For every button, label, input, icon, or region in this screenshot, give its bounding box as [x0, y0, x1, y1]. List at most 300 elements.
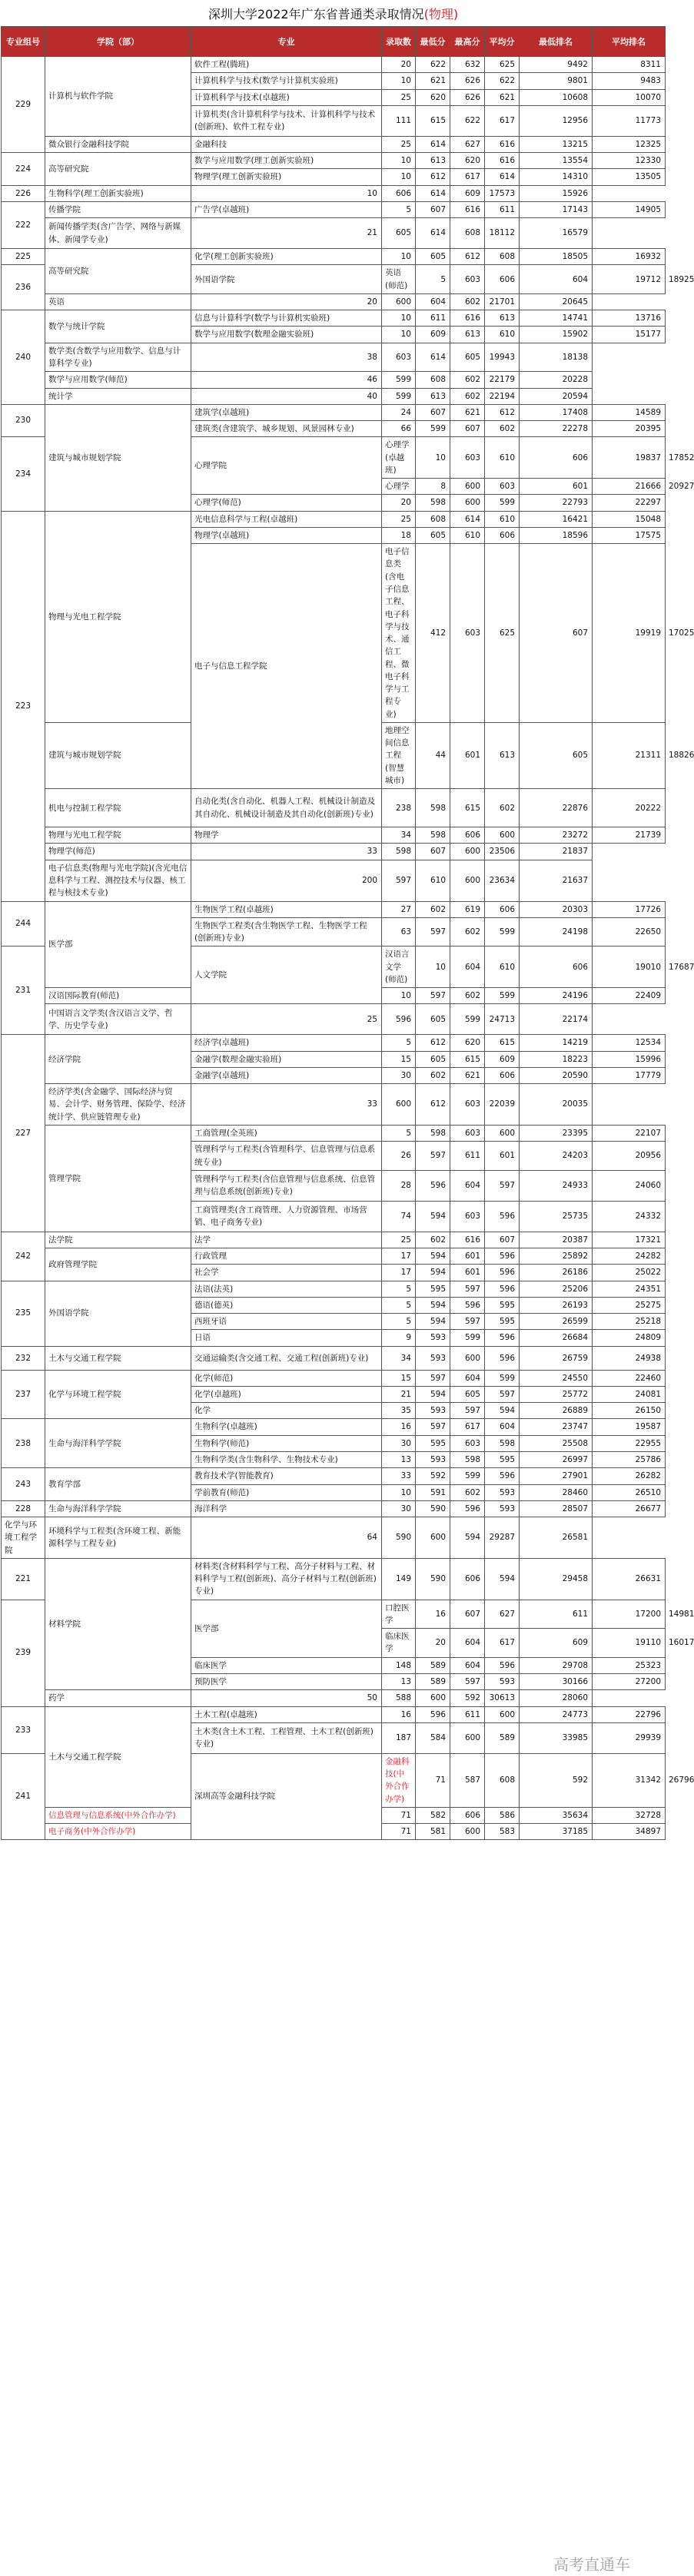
avg-rank-cell: 24081	[593, 1386, 666, 1402]
min-rank-cell: 28460	[520, 1484, 593, 1500]
avg-rank-cell: 21739	[593, 827, 666, 844]
college-cell: 高等研究院	[45, 153, 191, 186]
table-row	[2, 1500, 666, 1517]
major-cell: 地理空间信息工程(智慧城市)	[382, 722, 416, 788]
title-main: 深圳大学2022年广东省普通类录取情况	[208, 6, 424, 22]
admitted-cell: 17	[382, 1265, 416, 1281]
avg-rank-cell: 14589	[593, 404, 666, 420]
avg-score-cell: 610	[485, 511, 520, 527]
min-rank-cell: 24198	[520, 917, 593, 947]
major-cell: 化学(卓越班)	[191, 1386, 382, 1402]
admitted-cell: 20	[191, 293, 382, 310]
max-score-cell: 603	[450, 1201, 485, 1232]
min-rank-cell: 19010	[593, 947, 666, 988]
major-cell: 金融科技(中外合作办学)	[382, 1753, 416, 1807]
major-cell: 新闻传播学类(含广告学、网络与新媒体、新闻学专业)	[45, 218, 191, 249]
header-max-score: 最高分	[450, 27, 485, 57]
major-cell: 计算机科学与技术(卓越班)	[191, 89, 382, 105]
admitted-cell: 33	[191, 844, 382, 860]
table-row	[2, 1248, 666, 1265]
avg-score-cell: 622	[485, 73, 520, 89]
max-score-cell: 614	[416, 218, 450, 249]
admitted-cell: 148	[382, 1657, 416, 1673]
avg-rank-cell: 15048	[593, 511, 666, 527]
min-rank-cell: 14741	[520, 310, 593, 327]
avg-score-cell: 586	[485, 1807, 520, 1823]
min-rank-cell: 23506	[485, 844, 520, 860]
min-score-cell: 594	[416, 1314, 450, 1330]
major-cell: 生物科学(师范)	[191, 1435, 382, 1451]
major-cell: 金融学(卓越班)	[191, 1067, 382, 1083]
avg-rank-cell: 16579	[520, 218, 593, 249]
avg-score-cell: 597	[485, 1170, 520, 1201]
admitted-cell: 17	[382, 1248, 416, 1265]
avg-score-cell: 593	[485, 1673, 520, 1689]
table-row: 电子与信息工程学院 电子信息类(含电子信息工程、电子科学与技术、通信工程、微电子科学与工程专业) 412 603 625 607 19919 17025	[2, 544, 666, 723]
group-number-cell: 231	[2, 947, 45, 1035]
table-row	[2, 1346, 666, 1370]
avg-score-cell: 595	[485, 1451, 520, 1467]
max-score-cell: 606	[485, 265, 520, 294]
avg-score-cell: 604	[520, 265, 593, 294]
avg-rank-cell: 20956	[593, 1142, 666, 1171]
avg-score-cell: 607	[520, 544, 593, 723]
min-score-cell: 596	[416, 1706, 450, 1722]
major-cell: 法学	[191, 1232, 382, 1248]
major-cell: 自动化类(含自动化、机器人工程、机械设计制造及其自动化、机械设计制造及其自动化(创新班)专业)	[191, 789, 382, 827]
avg-rank-cell: 21637	[520, 860, 593, 901]
avg-rank-cell: 22107	[593, 1126, 666, 1142]
min-score-cell: 599	[382, 388, 416, 404]
min-score-cell: 622	[416, 57, 450, 73]
watermark: 高考直通车	[553, 2555, 630, 2574]
min-rank-cell: 24713	[485, 1004, 520, 1035]
min-score-cell: 609	[416, 327, 450, 343]
avg-score-cell: 602	[450, 293, 485, 310]
table-row	[2, 218, 666, 249]
max-score-cell: 605	[450, 1386, 485, 1402]
admitted-cell: 30	[382, 1500, 416, 1517]
avg-rank-cell: 24809	[593, 1330, 666, 1346]
avg-score-cell: 616	[485, 153, 520, 169]
min-rank-cell: 19837	[593, 437, 666, 479]
max-score-cell: 632	[450, 57, 485, 73]
major-cell: 心理学(师范)	[191, 495, 382, 511]
min-rank-cell: 23634	[485, 860, 520, 901]
min-score-cell: 597	[416, 1419, 450, 1435]
min-score-cell: 591	[416, 1484, 450, 1500]
college-cell: 外国语学院	[45, 1281, 191, 1346]
max-score-cell: 602	[450, 1484, 485, 1500]
avg-rank-cell: 22460	[593, 1370, 666, 1386]
admitted-cell: 21	[191, 218, 382, 249]
admitted-cell: 111	[382, 105, 416, 136]
avg-score-cell: 601	[520, 479, 593, 495]
avg-score-cell: 610	[485, 327, 520, 343]
avg-rank-cell: 22409	[593, 988, 666, 1004]
admitted-cell: 10	[382, 1484, 416, 1500]
major-cell: 信息管理与信息系统(中外合作办学)	[45, 1807, 191, 1823]
max-score-cell: 610	[450, 527, 485, 543]
min-rank-cell: 23272	[520, 827, 593, 844]
college-cell: 管理学院	[45, 1126, 191, 1232]
max-score-cell: 611	[450, 1706, 485, 1722]
avg-score-cell: 583	[485, 1824, 520, 1840]
min-rank-cell: 24773	[520, 1706, 593, 1722]
min-score-cell: 593	[416, 1403, 450, 1419]
min-score-cell: 594	[416, 1248, 450, 1265]
min-score-cell: 589	[416, 1657, 450, 1673]
min-score-cell: 621	[416, 73, 450, 89]
avg-rank-cell: 25275	[593, 1297, 666, 1313]
avg-rank-cell: 17321	[593, 1232, 666, 1248]
college-cell: 生命与海洋科学学院	[45, 1500, 191, 1517]
min-score-cell: 599	[416, 421, 450, 437]
admitted-cell: 25	[382, 1232, 416, 1248]
admitted-cell: 149	[382, 1558, 416, 1600]
min-rank-cell: 22876	[520, 789, 593, 827]
min-score-cell: 607	[450, 1600, 485, 1629]
min-score-cell: 593	[416, 1346, 450, 1370]
min-rank-cell: 30166	[520, 1673, 593, 1689]
min-rank-cell: 25508	[520, 1435, 593, 1451]
table-row: 241 深圳高等金融科技学院 金融科技(中外合作办学) 71 587 608 592 31342 26796	[2, 1753, 666, 1807]
table-row: 234 心理学院 心理学(卓越班) 10 603 610 606 19837 17852	[2, 437, 666, 479]
avg-score-cell: 600	[485, 1126, 520, 1142]
group-number-cell: 234	[2, 437, 45, 511]
max-score-cell: 622	[450, 105, 485, 136]
avg-rank-cell: 15926	[520, 185, 593, 201]
group-number-cell: 233	[2, 1706, 45, 1753]
admitted-cell: 25	[382, 511, 416, 527]
table-row: 236 外国语学院 英语(师范) 5 603 606 604 19712 18925	[2, 265, 666, 294]
avg-score-cell: 606	[485, 1067, 520, 1083]
major-cell: 材料类(含材料科学与工程、高分子材料与工程、材料科学与工程(创新班)、高分子材料与工程(创新班)专业)	[191, 1558, 382, 1600]
avg-rank-cell: 12325	[593, 136, 666, 152]
max-score-cell: 607	[450, 421, 485, 437]
admitted-cell: 412	[416, 544, 450, 723]
table-row	[2, 1690, 666, 1706]
min-rank-cell: 17200	[593, 1600, 666, 1629]
min-score-cell: 615	[416, 105, 450, 136]
max-score-cell: 613	[450, 327, 485, 343]
min-rank-cell: 26759	[520, 1346, 593, 1370]
avg-rank-cell: 20228	[520, 372, 593, 388]
major-cell: 土木工程(卓越班)	[191, 1706, 382, 1722]
min-score-cell: 604	[450, 1629, 485, 1658]
avg-score-cell: 613	[485, 310, 520, 327]
admitted-cell: 46	[191, 372, 382, 388]
min-rank-cell: 25772	[520, 1386, 593, 1402]
max-score-cell: 603	[450, 1126, 485, 1142]
header-college: 学院（部）	[45, 27, 191, 57]
avg-score-cell: 603	[450, 1084, 485, 1126]
admitted-cell: 10	[382, 310, 416, 327]
min-rank-cell: 26186	[520, 1265, 593, 1281]
admitted-cell: 10	[382, 988, 416, 1004]
table-row	[2, 1468, 666, 1484]
max-score-cell: 613	[416, 388, 450, 404]
min-score-cell: 603	[450, 437, 485, 479]
header-avg-score: 平均分	[485, 27, 520, 57]
college-cell: 材料学院	[45, 1558, 191, 1689]
min-rank-cell: 22179	[485, 372, 520, 388]
min-score-cell: 605	[416, 249, 450, 265]
min-score-cell: 594	[416, 1386, 450, 1402]
avg-rank-cell: 26150	[593, 1403, 666, 1419]
group-number-cell: 241	[2, 1753, 45, 1840]
min-rank-cell: 13215	[520, 136, 593, 152]
min-score-cell: 600	[382, 1084, 416, 1126]
group-number-cell: 232	[2, 1346, 45, 1370]
max-score-cell: 617	[485, 1629, 520, 1658]
major-cell: 德语(德英)	[191, 1297, 382, 1313]
max-score-cell: 603	[485, 479, 520, 495]
avg-score-cell: 599	[450, 1004, 485, 1035]
min-score-cell: 603	[450, 544, 485, 723]
major-cell: 工商管理(全英班)	[191, 1126, 382, 1142]
avg-score-cell: 614	[485, 169, 520, 185]
avg-score-cell: 606	[485, 901, 520, 917]
table-row	[2, 388, 666, 404]
admitted-cell: 5	[382, 201, 416, 217]
min-score-cell: 597	[416, 988, 450, 1004]
avg-score-cell: 602	[485, 789, 520, 827]
college-cell: 传播学院	[45, 201, 191, 217]
avg-rank-cell: 20645	[520, 293, 593, 310]
min-score-cell: 590	[416, 1558, 450, 1600]
major-cell: 英语(师范)	[382, 265, 416, 294]
min-rank-cell: 28507	[520, 1500, 593, 1517]
avg-score-cell: 596	[485, 1330, 520, 1346]
group-number-cell: 244	[2, 901, 45, 947]
min-score-cell: 598	[416, 789, 450, 827]
admitted-cell: 25	[382, 136, 416, 152]
max-score-cell: 621	[450, 404, 485, 420]
max-score-cell: 600	[416, 1690, 450, 1706]
college-cell: 计算机与软件学院	[45, 57, 191, 137]
avg-score-cell: 596	[485, 1265, 520, 1281]
major-cell: 环境科学与工程类(含环境工程、新能源科学与工程专业)	[45, 1517, 191, 1559]
min-score-cell: 598	[416, 827, 450, 844]
avg-score-cell: 596	[485, 1346, 520, 1370]
avg-rank-cell: 17779	[593, 1067, 666, 1083]
admitted-cell: 10	[382, 73, 416, 89]
min-rank-cell: 26684	[520, 1330, 593, 1346]
admitted-cell: 20	[416, 1629, 450, 1658]
max-score-cell: 603	[450, 1435, 485, 1451]
group-number-cell: 221	[2, 1558, 45, 1600]
avg-score-cell: 602	[450, 388, 485, 404]
group-number-cell: 242	[2, 1232, 45, 1281]
group-number-cell: 229	[2, 57, 45, 153]
max-score-cell: 602	[450, 988, 485, 1004]
college-cell: 建筑与城市规划学院	[45, 722, 191, 788]
max-score-cell: 610	[485, 437, 520, 479]
min-rank-cell: 24550	[520, 1370, 593, 1386]
table-row	[2, 901, 666, 917]
max-score-cell: 597	[450, 1281, 485, 1297]
major-cell: 中国语言文学类(含汉语言文学、哲学、历史学专业)	[45, 1004, 191, 1035]
min-score-cell: 604	[450, 947, 485, 988]
admitted-cell: 9	[382, 1330, 416, 1346]
major-cell: 物理学(卓越班)	[191, 527, 382, 543]
min-rank-cell: 21666	[593, 479, 666, 495]
admitted-cell: 40	[191, 388, 382, 404]
min-rank-cell: 9801	[520, 73, 593, 89]
max-score-cell: 600	[450, 495, 485, 511]
major-cell: 学前教育(师范)	[191, 1484, 382, 1500]
admitted-cell: 20	[382, 495, 416, 511]
avg-rank-cell: 24351	[593, 1281, 666, 1297]
min-rank-cell: 31342	[593, 1753, 666, 1807]
admitted-cell: 33	[191, 1084, 382, 1126]
avg-rank-cell: 24938	[593, 1346, 666, 1370]
avg-score-cell: 598	[485, 1435, 520, 1451]
max-score-cell: 600	[450, 1346, 485, 1370]
max-score-cell: 599	[450, 1330, 485, 1346]
avg-score-cell: 599	[485, 495, 520, 511]
max-score-cell: 616	[450, 1232, 485, 1248]
min-score-cell: 597	[382, 860, 416, 901]
min-score-cell: 584	[416, 1722, 450, 1753]
min-score-cell: 590	[416, 1500, 450, 1517]
major-cell: 信息与计算科学(数学与计算机实验班)	[191, 310, 382, 327]
avg-rank-cell: 26510	[593, 1484, 666, 1500]
table-row	[2, 201, 666, 217]
college-cell: 高等研究院	[45, 249, 191, 294]
major-cell: 化学(师范)	[191, 1370, 382, 1386]
max-score-cell: 610	[485, 947, 520, 988]
min-rank-cell: 19919	[593, 544, 666, 723]
avg-score-cell: 611	[485, 201, 520, 217]
group-number-cell: 222	[2, 201, 45, 248]
max-score-cell: 615	[450, 1051, 485, 1067]
avg-rank-cell: 17575	[593, 527, 666, 543]
college-cell: 医学部	[191, 1600, 382, 1657]
college-cell: 教育学部	[45, 1468, 191, 1501]
major-cell: 汉语言文学(师范)	[382, 947, 416, 988]
min-score-cell: 602	[416, 1067, 450, 1083]
major-cell: 电子商务(中外合作办学)	[45, 1824, 191, 1840]
admitted-cell: 5	[382, 1035, 416, 1051]
major-cell: 管理科学与工程类(含管理科学、信息管理与信息系统专业)	[191, 1142, 382, 1171]
min-score-cell: 605	[416, 1051, 450, 1067]
avg-rank-cell: 11773	[593, 105, 666, 136]
major-cell: 行政管理	[191, 1248, 382, 1265]
table-header-row	[2, 27, 666, 57]
admitted-cell: 74	[382, 1201, 416, 1232]
min-rank-cell: 21311	[593, 722, 666, 788]
min-rank-cell: 19712	[593, 265, 666, 294]
min-score-cell: 582	[416, 1807, 450, 1823]
max-score-cell: 610	[416, 860, 450, 901]
major-cell: 英语	[45, 293, 191, 310]
avg-score-cell: 596	[485, 1281, 520, 1297]
avg-rank-cell: 26282	[593, 1468, 666, 1484]
min-score-cell: 602	[416, 1232, 450, 1248]
min-rank-cell: 10608	[520, 89, 593, 105]
major-cell: 交通运输类(含交通工程、交通工程(创新班)专业)	[191, 1346, 382, 1370]
min-rank-cell: 26889	[520, 1403, 593, 1419]
group-number-cell: 225	[2, 249, 45, 265]
min-rank-cell: 18505	[520, 249, 593, 265]
major-cell: 金融学(数理金融实验班)	[191, 1051, 382, 1067]
max-score-cell: 604	[450, 1170, 485, 1201]
admitted-cell: 28	[382, 1170, 416, 1201]
header-group: 专业组号	[2, 27, 45, 57]
major-cell: 建筑学(卓越班)	[191, 404, 382, 420]
table-row	[2, 1126, 666, 1142]
avg-score-cell: 596	[485, 1201, 520, 1232]
admitted-cell: 5	[382, 1297, 416, 1313]
avg-score-cell: 625	[485, 57, 520, 73]
college-cell: 土木与交通工程学院	[45, 1346, 191, 1370]
min-score-cell: 596	[416, 1170, 450, 1201]
avg-rank-cell: 9483	[593, 73, 666, 89]
min-rank-cell: 21701	[485, 293, 520, 310]
admitted-cell: 18	[382, 527, 416, 543]
admitted-cell: 27	[382, 901, 416, 917]
major-cell: 数学与应用数学(师范)	[45, 372, 191, 388]
min-rank-cell: 19943	[485, 343, 520, 372]
admitted-cell: 238	[382, 789, 416, 827]
min-score-cell: 612	[416, 169, 450, 185]
table-row	[2, 153, 666, 169]
avg-rank-cell: 17726	[593, 901, 666, 917]
avg-rank-cell: 22297	[593, 495, 666, 511]
avg-rank-cell: 25218	[593, 1314, 666, 1330]
avg-rank-cell: 13716	[593, 310, 666, 327]
min-score-cell: 593	[416, 1330, 450, 1346]
major-cell: 计算机科学与技术(数学与计算机实验班)	[191, 73, 382, 89]
college-cell: 生命与海洋科学学院	[45, 1419, 191, 1468]
max-score-cell: 612	[450, 249, 485, 265]
table-row: 239 医学部 口腔医学 16 607 627 611 17200 14981	[2, 1600, 666, 1629]
avg-score-cell: 599	[485, 917, 520, 947]
min-score-cell: 590	[382, 1517, 416, 1559]
major-cell: 教育技术学(智能教育)	[191, 1468, 382, 1484]
admitted-cell: 71	[416, 1753, 450, 1807]
admitted-cell: 10	[382, 327, 416, 343]
max-score-cell: 616	[450, 201, 485, 217]
min-score-cell: 597	[416, 1370, 450, 1386]
avg-rank-cell: 29939	[593, 1722, 666, 1753]
major-cell: 工商管理类(含工商管理、人力资源管理、市场营销、电子商务专业)	[191, 1201, 382, 1232]
group-number-cell: 235	[2, 1281, 45, 1346]
avg-rank-cell: 25022	[593, 1265, 666, 1281]
admitted-cell: 35	[382, 1403, 416, 1419]
min-rank-cell: 23395	[520, 1126, 593, 1142]
max-score-cell: 601	[450, 1248, 485, 1265]
max-score-cell: 620	[450, 153, 485, 169]
major-cell: 生物科学(理工创新实验班)	[45, 185, 191, 201]
max-score-cell: 596	[450, 1500, 485, 1517]
admitted-cell: 71	[382, 1807, 416, 1823]
college-cell: 物理与光电工程学院	[45, 511, 191, 722]
avg-rank-cell: 12330	[593, 153, 666, 169]
major-cell: 数学与应用数学(理工创新实验班)	[191, 153, 382, 169]
avg-score-cell: 609	[485, 1051, 520, 1067]
min-rank-cell: 14310	[520, 169, 593, 185]
college-cell: 外国语学院	[191, 265, 382, 294]
avg-score-cell: 592	[520, 1753, 593, 1807]
avg-rank-cell: 22796	[593, 1706, 666, 1722]
college-cell: 化学与环境工程学院	[2, 1517, 45, 1559]
min-rank-cell: 26599	[520, 1314, 593, 1330]
max-score-cell: 615	[450, 789, 485, 827]
table-row	[2, 249, 666, 265]
